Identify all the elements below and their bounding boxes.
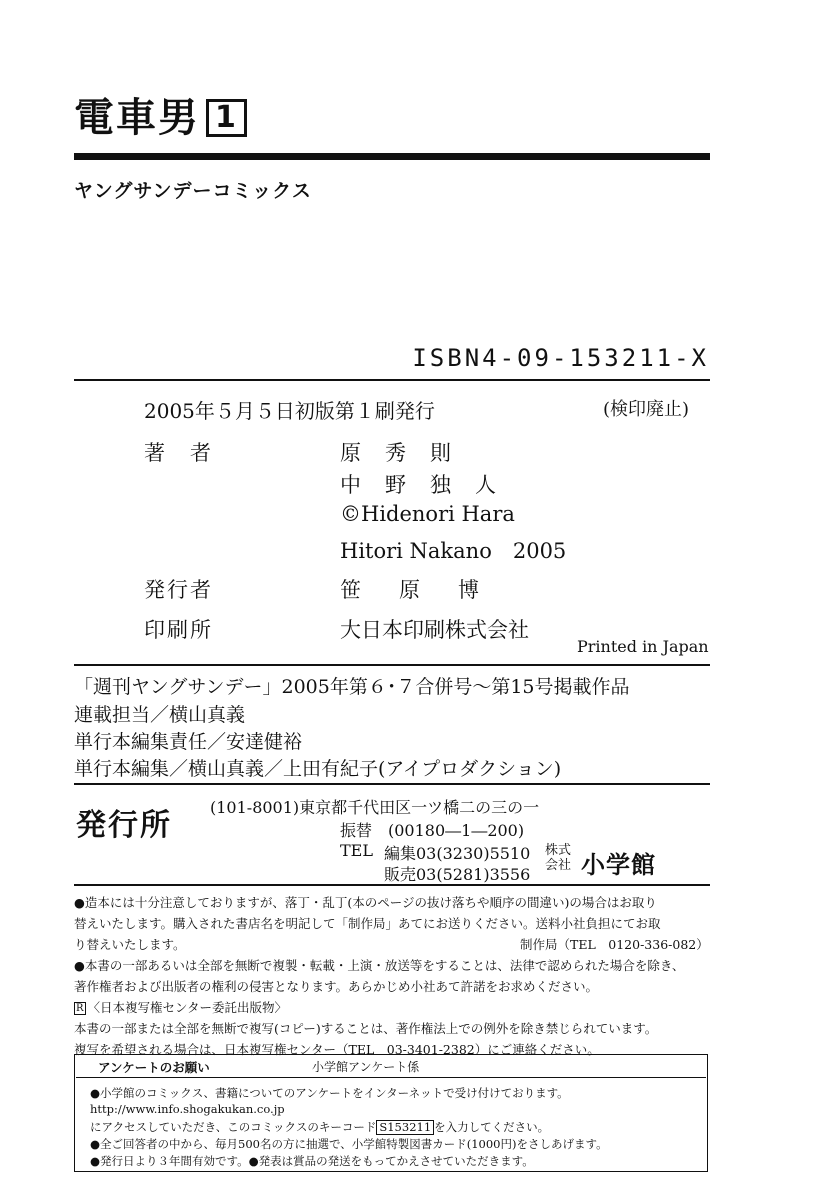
tel-label: TEL: [340, 841, 373, 860]
publisher-rule: [74, 783, 710, 785]
survey-heading: アンケートのお願い: [98, 1060, 210, 1075]
author-2: 中野独人: [340, 473, 520, 497]
notice-line-5: 著作権者および出版者の権利の侵害となります。あらかじめ小社あて許諾をお求めください。: [74, 979, 599, 994]
notice-line-6: [74, 998, 287, 1016]
production-dept-tel: 制作局（TEL 0120-336-082）: [520, 937, 709, 952]
publisher-label: 発行者: [144, 578, 213, 602]
printer-label: 印刷所: [144, 618, 213, 642]
title-rule: [74, 153, 710, 160]
seal-abolished-note: (検印廃止): [603, 399, 690, 420]
survey-line-4: ●全ご回答者の中から、毎月500名の方に抽選で、小学館特製図書カード(1000円)をさしあげます。: [90, 1137, 608, 1151]
survey-line-1: ●小学館のコミックス、書籍についてのアンケートをインターネットで受け付けております。: [90, 1086, 569, 1100]
notice-line-3: り替えいたします。: [74, 937, 186, 952]
printer-name: 大日本印刷株式会社: [340, 618, 529, 642]
notices-rule: [74, 884, 710, 886]
notice-line-7: 本書の一部または全部を無断で複写(コピー)することは、著作権法上での例外を除き禁じられています。: [74, 1021, 658, 1036]
book-title-main: 電車男: [74, 94, 200, 141]
credits-rule: [74, 664, 710, 666]
kabushiki-kaisha: 株式会社: [545, 843, 572, 873]
r-mark-icon: R: [76, 1003, 84, 1014]
survey-line-3: [90, 1119, 549, 1135]
survey-separator: [76, 1077, 706, 1078]
printed-in-japan: Printed in Japan: [577, 637, 709, 656]
publication-date: 2005年５月５日初版第１刷発行: [144, 399, 435, 423]
notice-line-1: ●造本には十分注意しておりますが、落丁・乱丁(本のページの抜け落ちや順序の間違い)の場合はお取り: [74, 895, 657, 910]
credit-line-2: 連載担当／横山真義: [74, 704, 246, 726]
book-title: [74, 86, 247, 143]
credit-line-3: 単行本編集責任／安達健裕: [74, 731, 303, 753]
copyright-line-2: Hitori Nakano 2005: [340, 539, 567, 563]
survey-url: http://www.info.shogakukan.co.jp: [90, 1102, 285, 1116]
isbn-rule: [74, 379, 710, 381]
survey-department: 小学館アンケート係: [312, 1060, 420, 1074]
publisher-name: 笹原博: [340, 578, 517, 602]
publisher-office-label: 発行所: [76, 808, 172, 843]
notice-line-2: 替えいたします。購入された書店名を明記して「制作局」あてにお送りください。送料小社負担にてお取: [74, 916, 661, 931]
notice-line-8: 複写を希望される場合は、日本複写権センター（TEL 03-3401-2382）にご連絡ください。: [74, 1042, 600, 1057]
survey-line-3-post: を入力してください。: [434, 1120, 550, 1134]
copyright-line-1: ©Hidenori Hara: [340, 502, 515, 526]
publisher-company-name: 小学館: [581, 851, 656, 879]
isbn: ISBN4-09-153211-X: [412, 344, 709, 372]
survey-line-3-pre: にアクセスしていただき、このコミックスのキーコード: [90, 1120, 377, 1134]
notice-line-6-text: 〈日本複写権センター委託出版物〉: [87, 1000, 288, 1015]
author-1: 原秀則: [340, 441, 475, 465]
author-label: 著 者: [144, 441, 213, 465]
series-name: ヤングサンデーコミックス: [74, 180, 312, 202]
notice-line-4: ●本書の一部あるいは全部を無断で複製・転載・上演・放送等をすることは、法律で認められた場合を除き、: [74, 958, 685, 973]
key-code: S153211: [376, 1120, 434, 1135]
publisher-address: (101-8001)東京都千代田区一ツ橋二の三の一: [210, 798, 540, 817]
credit-line-1: 「週刊ヤングサンデー」2005年第６･７合併号～第15号掲載作品: [74, 676, 630, 698]
tel-sales: 販売03(5281)3556: [384, 865, 531, 884]
survey-line-5: ●発行日より３年間有効です。●発表は賞品の発送をもってかえさせていただきます。: [90, 1154, 534, 1168]
tel-editorial: 編集03(3230)5510: [384, 844, 531, 863]
credit-line-4: 単行本編集／横山真義／上田有紀子(アイプロダクション): [74, 758, 562, 780]
postal-transfer: 振替 (00180―1―200): [340, 821, 525, 840]
volume-number: 1: [206, 99, 247, 137]
